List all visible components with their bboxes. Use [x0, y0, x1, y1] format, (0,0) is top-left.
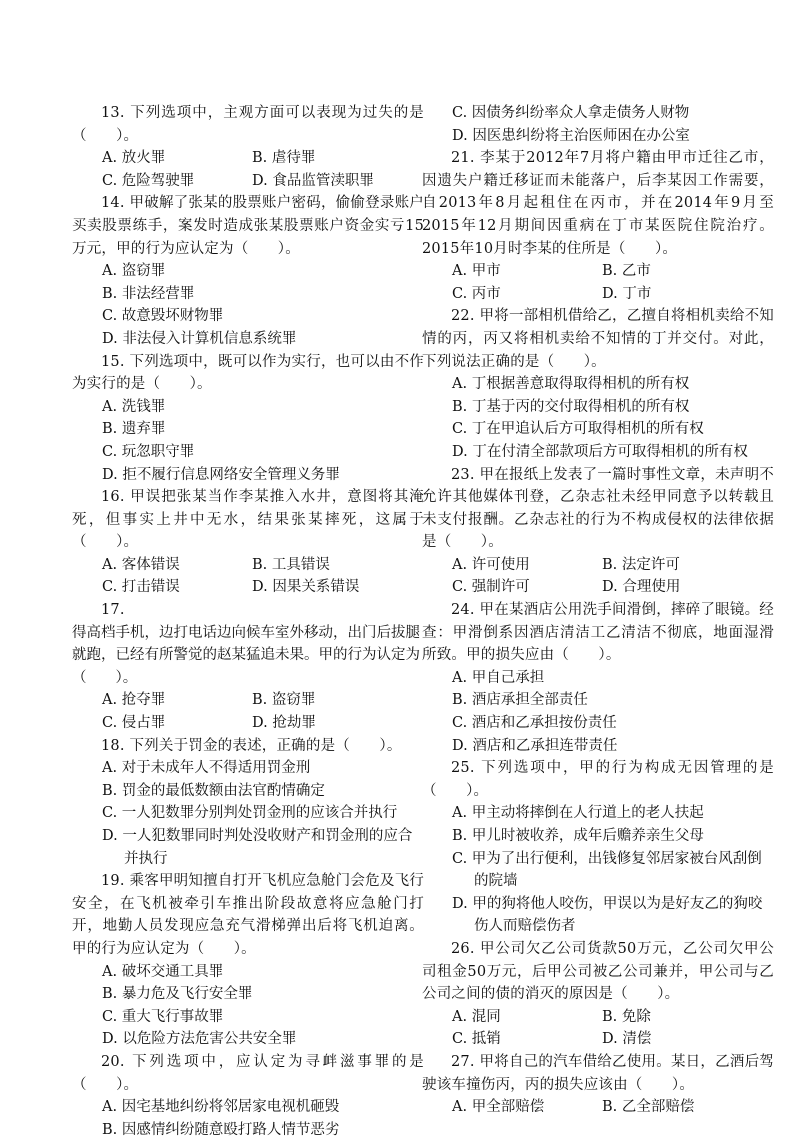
option-row-q16-cd [72, 576, 424, 599]
option-q15-a: A. 洗钱罪 [102, 398, 166, 415]
option-q17-ab-left: A. 抢夺罪 [102, 692, 166, 709]
option-q25-c: C. 甲为了出行便利，出钱修复邻居家被台风刮倒的院墙 [452, 850, 762, 890]
right-column [422, 102, 774, 1119]
question-q27: 27. 甲将自己的汽车借给乙使用。某日，乙酒后驾驶该车撞伤丙，丙的损失应该由（ ）。 [422, 1053, 774, 1093]
option-q17-cd-right: D. 抢劫罪 [252, 715, 316, 732]
question-q21: 21. 李某于2012年7月将户籍由甲市迁往乙市，因遗失户籍迁移证而未能落户，后李某因工作需要，自2013年8月起租住在丙市，并在2014年9月至2015年12月期间因重病在丁市某医院住院治疗。2015年10月时李某的住所是（ ）。 [422, 150, 774, 257]
option-q24-d: D. 酒店和乙承担连带责任 [452, 737, 618, 754]
option-q19-c: C. 重大飞行事故罪 [102, 1008, 224, 1025]
option-q23-cd-right: D. 合理使用 [602, 579, 681, 596]
option-q22-d: D. 丁在付清全部款项后方可取得相机的所有权 [452, 443, 748, 460]
option-row-q16-ab [72, 554, 424, 577]
option-row-q23-cd [422, 576, 774, 599]
option-q13-ab-right: B. 虐待罪 [252, 150, 316, 167]
option-q20-d: D. 因医患纠纷将主治医师困在办公室 [452, 127, 690, 144]
option-row-q17-ab [72, 689, 424, 712]
option-row-q21-cd [422, 283, 774, 306]
left-column [72, 102, 424, 1141]
option-q14-b: B. 非法经营罪 [102, 285, 195, 302]
option-row-q27-ab [422, 1096, 774, 1119]
option-q15-d: D. 拒不履行信息网络安全管理义务罪 [102, 466, 340, 483]
option-row-q17-cd [72, 712, 424, 735]
option-q19-b: B. 暴力危及飞行安全罪 [102, 986, 253, 1003]
option-q17-cd-left: C. 侵占罪 [102, 715, 166, 732]
option-q23-ab-left: A. 许可使用 [452, 556, 530, 573]
option-row-q21-ab [422, 260, 774, 283]
option-q25-b: B. 甲儿时被收养，成年后赡养亲生父母 [452, 828, 704, 844]
option-q25-d: D. 甲的狗将他人咬伤，甲误以为是好友乙的狗咬伤人而赔偿伤者 [452, 895, 763, 935]
option-q21-cd-left: C. 丙市 [452, 285, 501, 302]
question-q24: 24. 甲在某酒店公用洗手间滑倒，摔碎了眼镜。经查：甲滑倒系因酒店清洁工乙清洁不彻底，地面湿滑所致。甲的损失应由（ ）。 [422, 602, 774, 664]
question-q16: 16. 甲误把张某当作李某推入水井，意图将其淹死，但事实上井中无水，结果张某摔死，这属于（ ）。 [72, 489, 424, 551]
option-q22-a: A. 丁根据善意取得取得相机的所有权 [452, 376, 690, 393]
option-q24-a: A. 甲自己承担 [452, 669, 545, 686]
option-q18-b: B. 罚金的最低数额由法官酌情确定 [102, 782, 325, 799]
option-q15-c: C. 玩忽职守罪 [102, 443, 195, 460]
question-q18: 18. 下列关于罚金的表述，正确的是（ ）。 [101, 737, 402, 754]
option-q22-b: B. 丁基于丙的交付取得相机的所有权 [452, 398, 690, 415]
option-q16-ab-right: B. 工具错误 [252, 556, 330, 573]
option-q15-b: B. 遗弃罪 [102, 421, 166, 438]
option-q21-cd-right: D. 丁市 [602, 285, 652, 302]
option-q26-ab-right: B. 免除 [602, 1008, 651, 1025]
question-q25: 25. 下列选项中，甲的行为构成无因管理的是（ ）。 [422, 760, 774, 799]
question-q17: 17. [101, 602, 125, 619]
question-q26: 26. 甲公司欠乙公司货款50万元，乙公司欠甲公司租金50万元，后甲公司被乙公司兼并，甲公司与乙公司之间的债的消灭的原因是（ ）。 [422, 940, 774, 1003]
question-q14: 14. 甲破解了张某的股票账户密码，偷偷登录账户买卖股票练手，案发时造成张某股票账户资金实亏15万元，甲的行为应认定为（ ）。 [72, 195, 424, 257]
option-q13-cd-left: C. 危险驾驶罪 [102, 172, 195, 189]
question-q22: 22. 甲将一部相机借给乙，乙擅自将相机卖给不知情的丙，丙又将相机卖给不知情的丁并交付。对此，下列说法正确的是（ ）。 [422, 308, 774, 370]
option-q18-a: A. 对于未成年人不得适用罚金刑 [102, 760, 311, 777]
option-q17-ab-right: B. 盗窃罪 [252, 692, 316, 709]
option-q25-a: A. 甲主动将摔倒在人行道上的老人扶起 [452, 805, 704, 822]
option-q26-ab-left: A. 混同 [452, 1008, 501, 1025]
option-q24-b: B. 酒店承担全部责任 [452, 692, 588, 709]
option-q22-c: C. 丁在甲追认后方可取得相机的所有权 [452, 421, 704, 438]
question-q15: 15. 下列选项中，既可以作为实行，也可以由不作为实行的是（ ）。 [72, 353, 424, 393]
question-q20: 20. 下列选项中，应认定为寻衅滋事罪的是（ ）。 [72, 1053, 424, 1093]
option-q19-d: D. 以危险方法危害公共安全罪 [102, 1031, 297, 1048]
option-q20-c: C. 因债务纠纷率众人拿走债务人财物 [452, 105, 690, 121]
option-row-q23-ab [422, 554, 774, 577]
option-q23-cd-left: C. 强制许可 [452, 579, 530, 596]
option-row-q13-cd [72, 170, 424, 193]
option-q19-a: A. 破坏交通工具罪 [102, 963, 224, 980]
option-q14-c: C. 故意毁坏财物罪 [102, 308, 224, 325]
option-q21-ab-left: A. 甲市 [452, 263, 501, 280]
option-q20-b: B. 因感情纠纷随意殴打路人情节恶劣 [102, 1121, 340, 1138]
question-q17-body: 得高档手机，边打电话边向候车室外移动，出门后拔腿就跑，已经有所警觉的赵某猛追未果。甲的行为认定为（ ）。 [72, 624, 420, 686]
option-q16-ab-left: A. 客体错误 [102, 556, 180, 573]
option-q13-cd-right: D. 食品监管渎职罪 [252, 172, 374, 189]
option-row-q26-ab [422, 1006, 774, 1029]
option-q18-c: C. 一人犯数罪分别判处罚金刑的应该合并执行 [102, 805, 398, 822]
option-q13-ab-left: A. 放火罪 [102, 150, 166, 167]
question-q23: 23. 甲在报纸上发表了一篇时事性文章，未声明不允许其他媒体刊登，乙杂志社未经甲同意予以转载且未支付报酬。乙杂志社的行为不构成侵权的法律依据是（ ）。 [422, 466, 774, 551]
option-q14-a: A. 盗窃罪 [102, 263, 166, 280]
option-q26-cd-left: C. 抵销 [452, 1031, 501, 1048]
option-q27-ab-left: A. 甲全部赔偿 [452, 1099, 545, 1116]
option-q18-d: D. 一人犯数罪同时判处没收财产和罚金刑的应合并执行 [102, 828, 413, 867]
question-q13: 13. 下列选项中，主观方面可以表现为过失的是（ ）。 [72, 105, 424, 144]
option-q14-d: D. 非法侵入计算机信息系统罪 [102, 330, 297, 347]
option-q21-ab-right: B. 乙市 [602, 263, 651, 280]
option-q26-cd-right: D. 清偿 [602, 1031, 652, 1048]
option-q16-cd-left: C. 打击错误 [102, 579, 180, 596]
option-row-q13-ab [72, 147, 424, 170]
option-q16-cd-right: D. 因果关系错误 [252, 579, 360, 596]
option-row-q26-cd [422, 1028, 774, 1051]
option-q27-ab-right: B. 乙全部赔偿 [602, 1099, 695, 1116]
option-q20-a: A. 因宅基地纠纷将邻居家电视机砸毁 [102, 1099, 340, 1116]
option-q23-ab-right: B. 法定许可 [602, 556, 680, 573]
option-q24-c: C. 酒店和乙承担按份责任 [452, 715, 617, 732]
question-q19: 19. 乘客甲明知擅自打开飞机应急舱门会危及飞行安全，在飞机被牵引车推出阶段故意将应急舱门打开，地勤人员发现应急充气滑梯弹出后将飞机迫离。甲的行为应认定为（ ）。 [72, 873, 424, 957]
